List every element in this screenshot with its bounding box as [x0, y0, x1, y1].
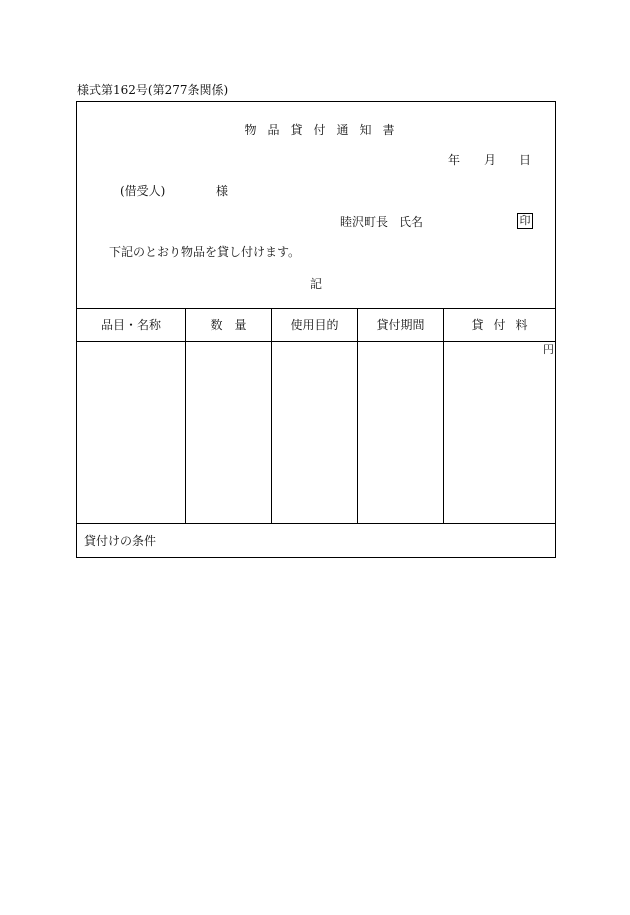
column-divider: [271, 308, 272, 523]
issuer-name-label: 氏名: [399, 215, 424, 229]
document-title: 物品貸付通知書: [244, 123, 406, 137]
header-item-name: 品目・名称: [100, 318, 161, 332]
column-divider: [357, 308, 358, 523]
form-number: 様式第162号(第277条関係): [77, 83, 229, 97]
date-month-label: 月: [484, 153, 497, 167]
borrower-honorific: 様: [216, 184, 229, 198]
ki-heading: 記: [310, 277, 323, 291]
date-day-label: 日: [519, 153, 532, 167]
body-text: 下記のとおり物品を貸し付けます。: [109, 245, 301, 259]
date-year-label: 年: [448, 153, 461, 167]
table-bottom-rule: [77, 523, 555, 524]
header-loan-period: 貸付期間: [376, 318, 425, 332]
table-top-rule: [77, 308, 555, 309]
conditions-label: 貸付けの条件: [84, 534, 157, 548]
issuer-title: 睦沢町長: [340, 215, 389, 229]
yen-unit-label: 円: [543, 343, 554, 356]
table-header-rule: [77, 341, 555, 342]
column-divider: [185, 308, 186, 523]
borrower-label: (借受人): [120, 184, 166, 198]
header-purpose: 使用目的: [290, 318, 339, 332]
header-quantity: 数量: [210, 318, 259, 332]
column-divider: [443, 308, 444, 523]
header-loan-fee: 貸付料: [471, 318, 538, 332]
seal-mark: 印: [517, 213, 533, 229]
